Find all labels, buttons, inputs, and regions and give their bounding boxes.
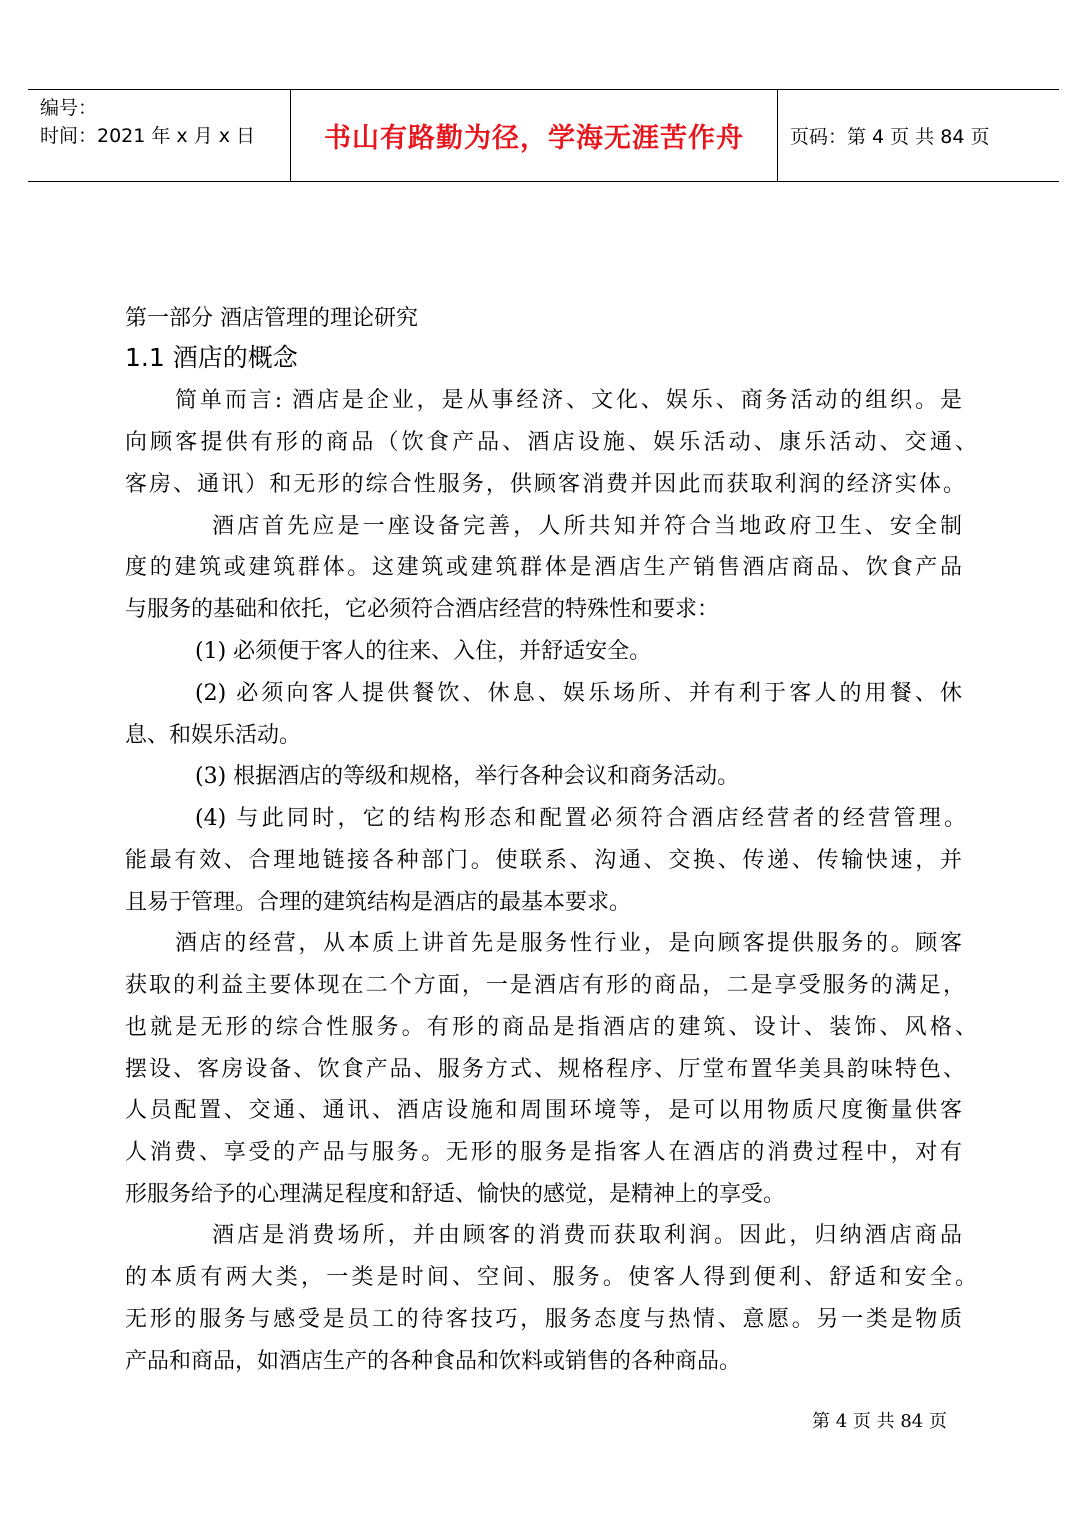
document-header (28, 89, 1059, 182)
paragraph-line: 获取的利益主要体现在二个方面，一是酒店有形的商品，二是享受服务的满足， (125, 973, 965, 998)
paragraph-line: 人员配置、交通、通讯、酒店设施和周围环境等，是可以用物质尺度衡量供客 (125, 1098, 962, 1123)
paragraph-line: 简单而言: 酒店是企业，是从事经济、文化、娱乐、商务活动的组织。是 (175, 388, 962, 413)
header-page-number: 页码：第 4 页 共 84 页 (790, 126, 990, 148)
paragraph-line: 的本质有两大类，一类是时间、空间、服务。使客人得到便利、舒适和安全。 (125, 1265, 977, 1290)
list-item: (2) 必须向客人提供餐饮、休息、娱乐场所、并有利于客人的用餐、休 (195, 681, 962, 706)
paragraph-line: 人消费、享受的产品与服务。无形的服务是指客人在酒店的消费过程中，对有 (125, 1140, 962, 1165)
paragraph-line: 向顾客提供有形的商品（饮食产品、酒店设施、娱乐活动、康乐活动、交通、 (125, 430, 977, 455)
paragraph-line: 无形的服务与感受是员工的待客技巧，服务态度与热情、意愿。另一类是物质 (125, 1307, 962, 1332)
paragraph-line: 形服务给予的心理满足程度和舒适、愉快的感觉，是精神上的享受。 (125, 1182, 786, 1207)
section-heading: 1.1 酒店的概念 (125, 343, 298, 372)
list-item: (4) 与此同时，它的结构形态和配置必须符合酒店经营者的经营管理。 (195, 806, 966, 831)
header-meta (40, 94, 255, 150)
paragraph-line: 产品和商品，如酒店生产的各种食品和饮料或销售的各种商品。 (125, 1349, 742, 1374)
paragraph-line: 客房、通讯）和无形的综合性服务，供顾客消费并因此而获取利润的经济实体。 (125, 472, 965, 497)
list-item: (1) 必须便于客人的往来、入住，并舒适安全。 (195, 639, 652, 664)
part-title: 第一部分 酒店管理的理论研究 (125, 306, 418, 331)
paragraph-line: 度的建筑或建筑群体。这建筑或建筑群体是酒店生产销售酒店商品、饮食产品 (125, 555, 962, 580)
header-divider (777, 90, 778, 181)
header-motto: 书山有路勤为径，学海无涯苦作舟 (324, 123, 744, 154)
paragraph-line: 也就是无形的综合性服务。有形的商品是指酒店的建筑、设计、装饰、风格、 (125, 1015, 977, 1040)
page-footer: 第 4 页 共 84 页 (812, 1411, 947, 1432)
paragraph-line: 摆设、客房设备、饮食产品、服务方式、规格程序、厅堂布置华美具韵味特色、 (125, 1057, 965, 1082)
list-item: (3) 根据酒店的等级和规格，举行各种会议和商务活动。 (195, 764, 740, 789)
paragraph-line: 酒店的经营，从本质上讲首先是服务性行业，是向顾客提供服务的。顾客 (175, 931, 962, 956)
paragraph-line: 酒店首先应是一座设备完善，人所共知并符合当地政府卫生、安全制 (212, 514, 962, 539)
paragraph-line: 且易于管理。合理的建筑结构是酒店的最基本要求。 (125, 890, 632, 915)
paragraph-line: 息、和娱乐活动。 (125, 723, 302, 748)
document-date: 时间：2021 年 x 月 x 日 (40, 125, 256, 147)
document-number-label: 编号： (40, 97, 98, 119)
paragraph-line: 酒店是消费场所，并由顾客的消费而获取利润。因此，归纳酒店商品 (212, 1223, 962, 1248)
paragraph-line: 与服务的基础和依托，它必须符合酒店经营的特殊性和要求： (125, 597, 720, 622)
paragraph-line: 能最有效、合理地链接各种部门。使联系、沟通、交换、传递、传输快速，并 (125, 848, 962, 873)
